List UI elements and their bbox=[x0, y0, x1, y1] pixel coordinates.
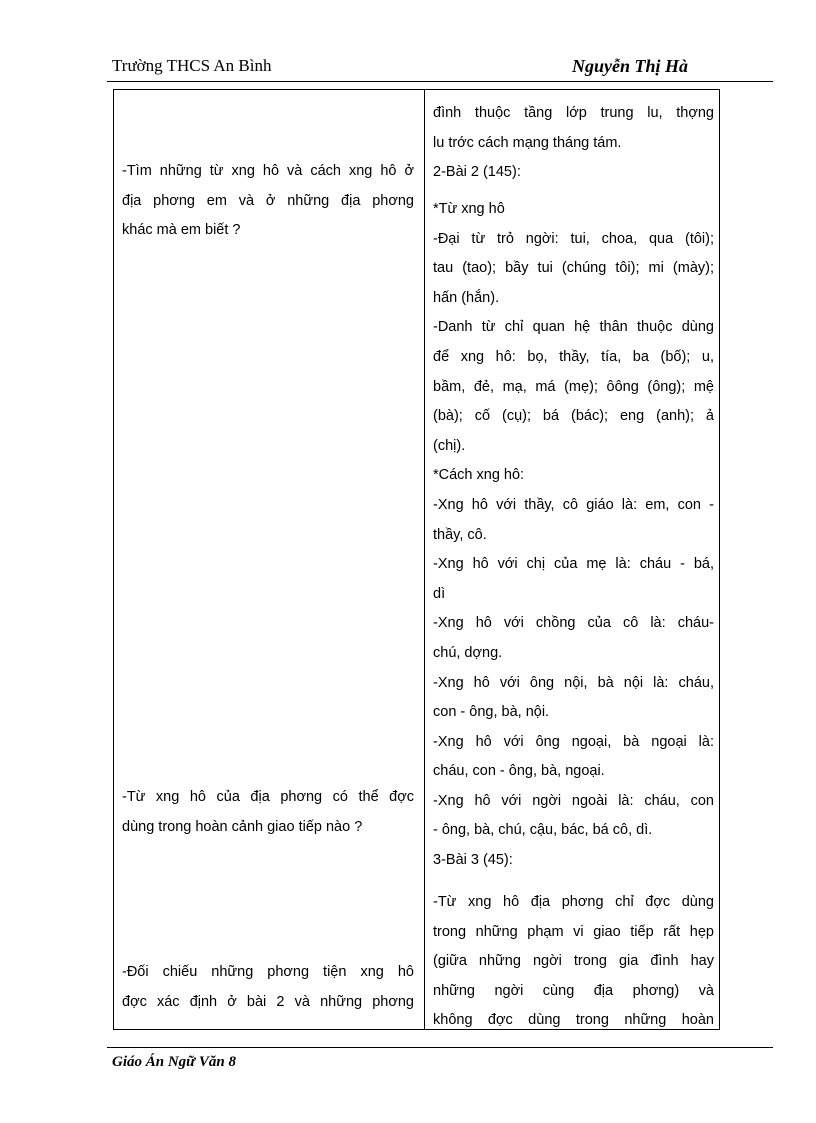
q1-line: địa phơng em và ở những địa phơng bbox=[122, 192, 414, 209]
answer-line: hấn (hắn). bbox=[433, 289, 500, 306]
answer-line: để xng hô: bọ, thầy, tía, ba (bố); u, bbox=[433, 348, 714, 365]
footer-rule bbox=[107, 1047, 773, 1048]
answer-line: 3-Bài 3 (45): bbox=[433, 852, 513, 869]
question-2 bbox=[122, 783, 414, 842]
answer-line: (giữa những ngời trong gia đình hay bbox=[433, 953, 714, 970]
answer-line: -Xng hô với thầy, cô giáo là: em, con - bbox=[433, 496, 714, 513]
column-divider bbox=[424, 90, 425, 1029]
answer-line: lu trớc cách mạng tháng tám. bbox=[433, 134, 622, 151]
answer-line: trong những phạm vi giao tiếp rất hẹp bbox=[433, 923, 714, 940]
answer-line: -Xng hô với ngời ngoài là: cháu, con bbox=[433, 792, 714, 809]
answer-line: thầy, cô. bbox=[433, 526, 487, 543]
q3-line: đợc xác định ở bài 2 và những phơng bbox=[122, 993, 414, 1010]
answer-line: tau (tao); bầy tui (chúng tôi); mi (mày); bbox=[433, 260, 714, 277]
header-school: Trường THCS An Bình bbox=[112, 56, 272, 75]
q1-line: khác mà em biết ? bbox=[122, 222, 241, 239]
answer-line: những ngời cùng địa phơng) và bbox=[433, 982, 714, 999]
answer-line: -Xng hô với ông ngoại, bà ngoại là: bbox=[433, 733, 714, 750]
footer-title: Giáo Án Ngữ Văn 8 bbox=[112, 1054, 237, 1070]
answer-line: (chị). bbox=[433, 437, 466, 454]
header-rule bbox=[107, 81, 773, 82]
lesson-table bbox=[113, 89, 720, 1030]
answer-line: đình thuộc tầng lớp trung lu, thợng bbox=[433, 105, 714, 121]
answer-line: *Từ xng hô bbox=[433, 201, 505, 217]
answer-line: - ông, bà, chú, cậu, bác, bá cô, dì. bbox=[433, 822, 653, 839]
answer-line: -Xng hô với chồng của cô là: cháu- bbox=[433, 615, 714, 632]
answer-line: -Danh từ chỉ quan hệ thân thuộc dùng bbox=[433, 319, 714, 336]
answer-block-3 bbox=[433, 888, 714, 1036]
answer-block-2 bbox=[433, 195, 714, 876]
q2-line: dùng trong hoàn cảnh giao tiếp nào ? bbox=[122, 818, 363, 835]
header-teacher: Nguyễn Thị Hà bbox=[572, 56, 689, 76]
answer-line: bầm, đẻ, mạ, má (mẹ); ôông (ông); mệ bbox=[433, 378, 714, 395]
answer-line: -Xng hô với chị của mẹ là: cháu - bá, bbox=[433, 556, 714, 573]
answer-line: -Từ xng hô địa phơng chỉ đợc dùng bbox=[433, 894, 714, 910]
answer-line: không đợc dùng trong những hoàn bbox=[433, 1012, 714, 1029]
question-3 bbox=[122, 958, 414, 1017]
answer-line: chú, dợng. bbox=[433, 644, 503, 661]
answer-line: 2-Bài 2 (145): bbox=[433, 164, 521, 181]
question-1 bbox=[122, 157, 414, 246]
answer-line: *Cách xng hô: bbox=[433, 467, 525, 484]
answer-line: -Đại từ trỏ ngời: tui, choa, qua (tôi); bbox=[433, 230, 714, 247]
q3-line: -Đối chiếu những phơng tiện xng hô bbox=[122, 964, 414, 980]
q1-line: -Tìm những từ xng hô và cách xng hô ở bbox=[122, 163, 414, 179]
answer-line: cháu, con - ông, bà, ngoại. bbox=[433, 763, 605, 780]
answer-line: -Xng hô với ông nội, bà nội là: cháu, bbox=[433, 674, 714, 691]
answer-line: (bà); cố (cụ); bá (bác); eng (anh); ả bbox=[433, 408, 714, 425]
answer-line: dì bbox=[433, 585, 446, 602]
q2-line: -Từ xng hô của địa phơng có thể đợc bbox=[122, 789, 414, 805]
answer-block-1 bbox=[433, 99, 714, 188]
answer-line: con - ông, bà, nội. bbox=[433, 704, 550, 721]
